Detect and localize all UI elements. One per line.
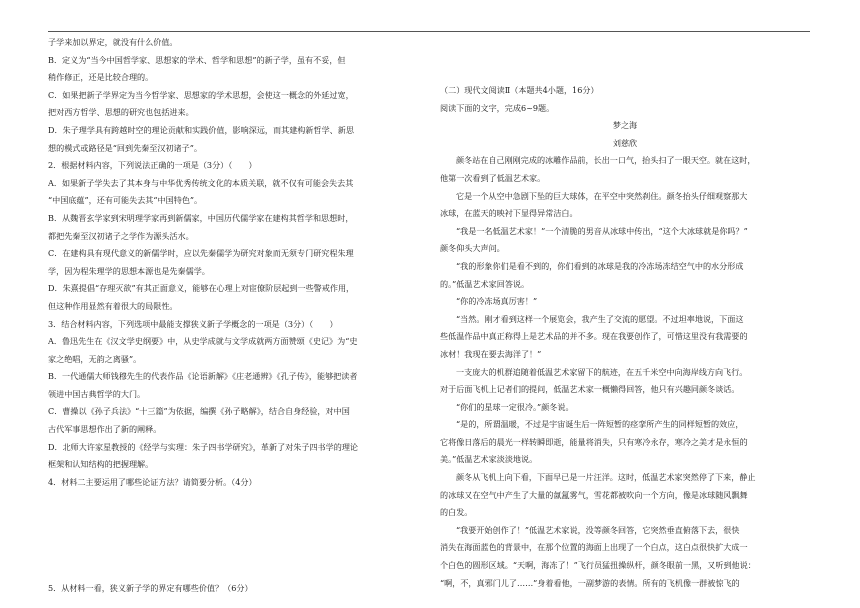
- top-spacer: [440, 34, 810, 82]
- text-line: 4．材料二主要运用了哪些论证方法？请简要分析。（4分）: [48, 476, 257, 487]
- story-line: 一支庞大的机群追随着低温艺术家留下的航迹，在五千米空中向海岸线方向飞行。: [456, 366, 748, 377]
- text-line: D．北师大许家星教授的《经学与实理：朱子四书学研究》，革新了对朱子四书学的理论: [48, 441, 359, 452]
- story-line: 颜冬站在自己刚刚完成的冰雕作品前，长出一口气，抬头扫了一眼天空。就在这时，: [456, 155, 756, 166]
- text-line: B．从魏晋玄学家到宋明理学家再到新儒家，中国历代儒学家在建构其哲学和思想时，: [48, 212, 354, 223]
- text-line: C．在建构具有现代意义的新儒学时，应以先秦儒学为研究对象而无须专门研究程朱理: [48, 248, 354, 259]
- instruction: 阅读下面的文字，完成6~9题。: [440, 102, 555, 113]
- story-line: “你们的星球一定很冷。”颜冬说。: [456, 401, 574, 412]
- story-author: 刘慈欣: [612, 137, 638, 148]
- text-line: C．如果把新子学界定为当今哲学家、思想家的学术思想，会使这一概念的外延过宽，: [48, 89, 354, 100]
- right-column: [440, 34, 810, 592]
- text-line: 古代军事思想作出了新的阐释。: [48, 424, 162, 435]
- story-line: 个白色的圆形区域。“天啊，海冻了！”飞行员猛扭操纵杆，颜冬眼前一黑，又听到他说：: [440, 560, 756, 571]
- story-line: “你的冷冻场真厉害！”: [456, 296, 538, 307]
- text-line: 框架和认知结构的把握理解。: [48, 459, 154, 470]
- story-line: 消失在海面蓝色的背景中，在那个位置的海面上出现了一个白点，这白点很快扩大成一: [440, 542, 748, 553]
- story-line: “我是一名低温艺术家！”一个清脆的男音从冰球中传出，“这个大冰球就是你吗？”: [456, 225, 748, 236]
- text-line: 想的模式或路径是“回到先秦至汉初诸子”。: [48, 142, 202, 153]
- story-line: 美。”低温艺术家淡淡地说。: [440, 454, 538, 465]
- story-title: 梦之海: [612, 120, 638, 131]
- section-header: （二）现代文阅读Ⅱ（本题共4小题，16分）: [440, 85, 599, 95]
- left-column: [48, 34, 404, 598]
- story-line: 些低温作品中真正称得上是艺术品的并不多。现在我要创作了，可惜这里没有我需要的: [440, 331, 748, 342]
- text-line: C．曹操以《孙子兵法》“十三篇”为依据，编撰《孙子略解》，结合自身经验，对中国: [48, 406, 350, 417]
- text-line: “中国底蕴”，还有可能失去其“中国特色”。: [48, 195, 203, 206]
- story-line: 的冰球又在空气中产生了大量的氤氲雾气，雪花都被吹向一个方向，像是冰球随风飘舞: [440, 489, 748, 500]
- story-line: 他第一次看到了低温艺术家。: [440, 172, 546, 183]
- story-line: 它是一个从空中急剧下坠的巨大球体，在平空中突然刹住。颜冬抬头仔细观察那大: [456, 190, 748, 201]
- text-line: A．如果新子学失去了其本身与中华优秀传统文化的本质关联，就不仅有可能会失去其: [48, 177, 354, 188]
- story-line: 冰球，在蓝天的映衬下显得异常洁白。: [440, 208, 578, 219]
- text-line: A．鲁迅先生在《汉文学史纲要》中，从史学成就与文学成就两方面赞颂《史记》为“史: [48, 336, 358, 347]
- story-line: “啊，不，真邪门儿了……”身着看他，一副梦游的表情。所有的飞机像一群被惊飞的: [440, 577, 740, 588]
- story-line: 的。”低温艺术家回答说。: [440, 278, 530, 289]
- story-line: 颜冬仰头大声问。: [440, 243, 505, 254]
- story-line: “当然。刚才看到这样一个展览会，我产生了交流的愿望。不过坦率地说，下面这: [456, 313, 744, 324]
- text-line: 家之绝唱，无韵之离骚”。: [48, 353, 142, 364]
- answer-space: [48, 491, 404, 580]
- text-line: 领进中国古典哲学的大门。: [48, 388, 146, 399]
- text-line: 3．结合材料内容，下列选项中最能支撑狭义新子学概念的一项是（3分）（ ）: [48, 318, 338, 329]
- text-line: 把对西方哲学、思想的研究也包括进来。: [48, 107, 194, 118]
- header-rule: [48, 31, 810, 32]
- text-line: 稍作修正，还是比较合理的。: [48, 72, 154, 83]
- text-line: 子学来加以界定，就没有什么价值。: [48, 37, 178, 47]
- story-line: “我要开始创作了！”低温艺术家说，没等颜冬回答，它突然垂直俯落下去，很快: [456, 524, 740, 535]
- text-line: 但这种作用显然有着很大的局限性。: [48, 300, 178, 311]
- question-5: 5．从材料一看，狭义新子学的界定有哪些价值？（6分）: [48, 583, 253, 594]
- story-line: 颜冬从飞机上向下看，下面早已是一片汪洋。这时，低温艺术家突然停了下来，静止: [456, 472, 756, 483]
- text-line: 2．根据材料内容，下列说法正确的一项是（3分）（ ）: [48, 160, 257, 171]
- text-line: B．一代通儒大师钱穆先生的代表作品《论语新解》《庄老通辨》《孔子传》，能够把读者: [48, 371, 358, 382]
- text-line: 学，因为程朱理学的思想本源也是先秦儒学。: [48, 265, 210, 276]
- story-line: “我的形象你们是看不到的，你们看到的冰球是我的冷冻场冻结空气中的水分形成: [456, 260, 744, 271]
- story-line: 对于后面飞机上记者们的提问，低温艺术家一概懒得回答，他只有兴趣同颜冬谈话。: [440, 384, 740, 395]
- text-line: B．定义为“当今中国哲学家、思想家的学术、哲学和思想”的新子学，虽有不妥，但: [48, 54, 346, 65]
- story-line: 冰材！我现在要去海洋了！”: [440, 348, 542, 359]
- story-line: 它将像日落后的晨光一样转瞬即逝，能量将消失，只有寒冷永存，寒冷之美才是永恒的: [440, 436, 748, 447]
- story-line: “是的，所谓温暖，不过是宇宙诞生后一阵短暂的痉挛所产生的同样短暂的效应，: [456, 419, 744, 430]
- text-line: D．朱子理学具有跨越时空的理论贡献和实践价值，影响深远，而其建构新哲学、新思: [48, 124, 354, 135]
- text-line: 都把先秦至汉初诸子之学作为源头活水。: [48, 230, 194, 241]
- story-line: 的白发。: [440, 507, 473, 518]
- text-line: D．朱熹提倡“存理灭欲”有其正面意义，能够在心理上对宦僚阶层起到一些警戒作用，: [48, 283, 355, 294]
